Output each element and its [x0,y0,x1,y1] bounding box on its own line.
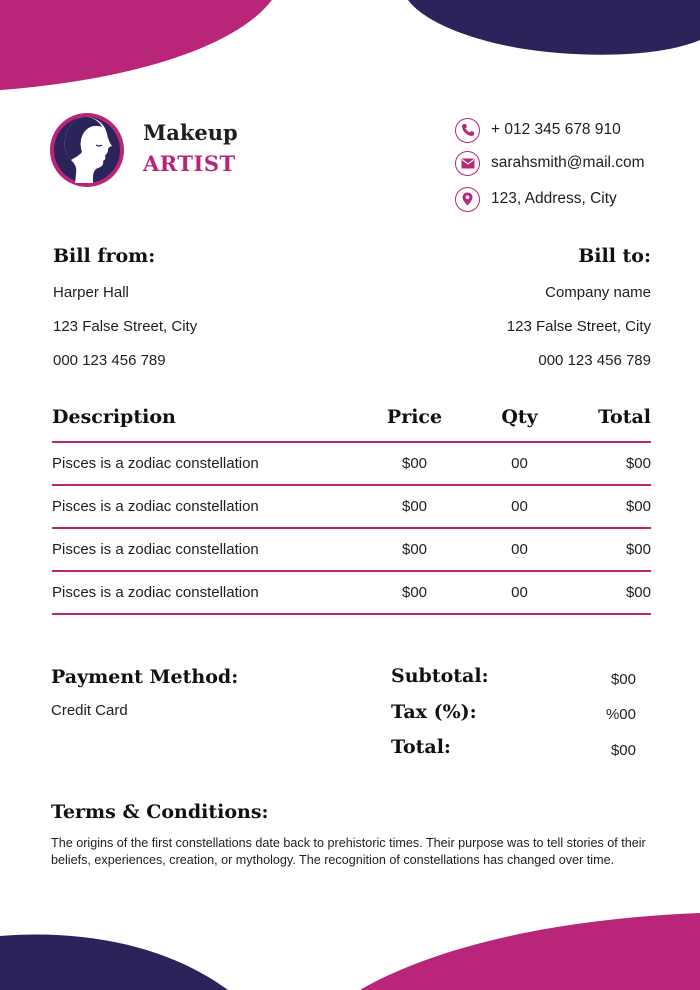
top-right-decoration [408,0,700,60]
header-price: Price [386,406,443,428]
header-description: Description [52,406,176,428]
bill-from-heading: Bill from: [53,245,156,267]
bill-to-name: Company name [545,284,651,301]
table-row [52,443,651,486]
row-description: Pisces is a zodiac constellation [52,541,259,558]
row-total: $00 [625,498,651,515]
brand-logo [49,112,125,188]
bill-to-phone: 000 123 456 789 [538,352,651,369]
phone-icon [455,118,480,143]
bill-to-heading: Bill to: [578,245,651,267]
row-price: $00 [401,455,428,472]
total-label: Total: [391,736,451,758]
brand-title-line2: ARTIST [143,151,236,176]
contact-email-row [455,150,645,176]
bill-from-phone: 000 123 456 789 [53,352,166,369]
items-table [52,400,651,615]
row-total: $00 [625,584,651,601]
payment-method-heading: Payment Method: [51,666,239,688]
terms-heading: Terms & Conditions: [51,801,269,823]
row-qty: 00 [511,498,528,515]
subtotal-value: $00 [610,671,636,688]
total-value: $00 [610,742,636,759]
contact-phone: + 012 345 678 910 [491,121,621,138]
row-price: $00 [401,541,428,558]
row-total: $00 [625,455,651,472]
row-price: $00 [401,498,428,515]
row-qty: 00 [511,455,528,472]
table-row [52,486,651,529]
row-description: Pisces is a zodiac constellation [52,498,259,515]
subtotal-label: Subtotal: [391,665,489,687]
bill-from-name: Harper Hall [53,284,129,301]
table-row [52,572,651,615]
bill-from-address: 123 False Street, City [53,318,198,335]
payment-method-value: Credit Card [51,702,128,719]
tax-value: %00 [605,706,636,723]
mail-icon [455,151,480,176]
terms-text: The origins of the first constellations date back to prehistoric times. Their purpose was to tell stories of their beliefs, experiences, creation, or mythology. The recognition of constellations has changed over time. [51,836,646,867]
contact-address: 123, Address, City [491,190,617,207]
row-description: Pisces is a zodiac constellation [52,584,259,601]
contact-email[interactable]: sarahsmith@mail.com [491,154,645,171]
header-qty: Qty [501,406,538,428]
contact-address-row [455,186,617,212]
tax-label: Tax (%): [391,701,477,723]
bottom-right-decoration [360,905,700,990]
table-row [52,529,651,572]
woman-profile-icon [49,112,125,188]
contact-phone-row [455,117,621,143]
table-header [52,400,651,443]
brand-title-line1: Makeup [143,120,238,145]
header-total: Total [598,406,651,428]
row-total: $00 [625,541,651,558]
row-description: Pisces is a zodiac constellation [52,455,259,472]
bill-to-address: 123 False Street, City [506,318,651,335]
location-pin-icon [455,187,480,212]
row-qty: 00 [511,541,528,558]
bottom-left-decoration [0,930,240,990]
row-qty: 00 [511,584,528,601]
top-left-decoration [0,0,280,92]
row-price: $00 [401,584,428,601]
